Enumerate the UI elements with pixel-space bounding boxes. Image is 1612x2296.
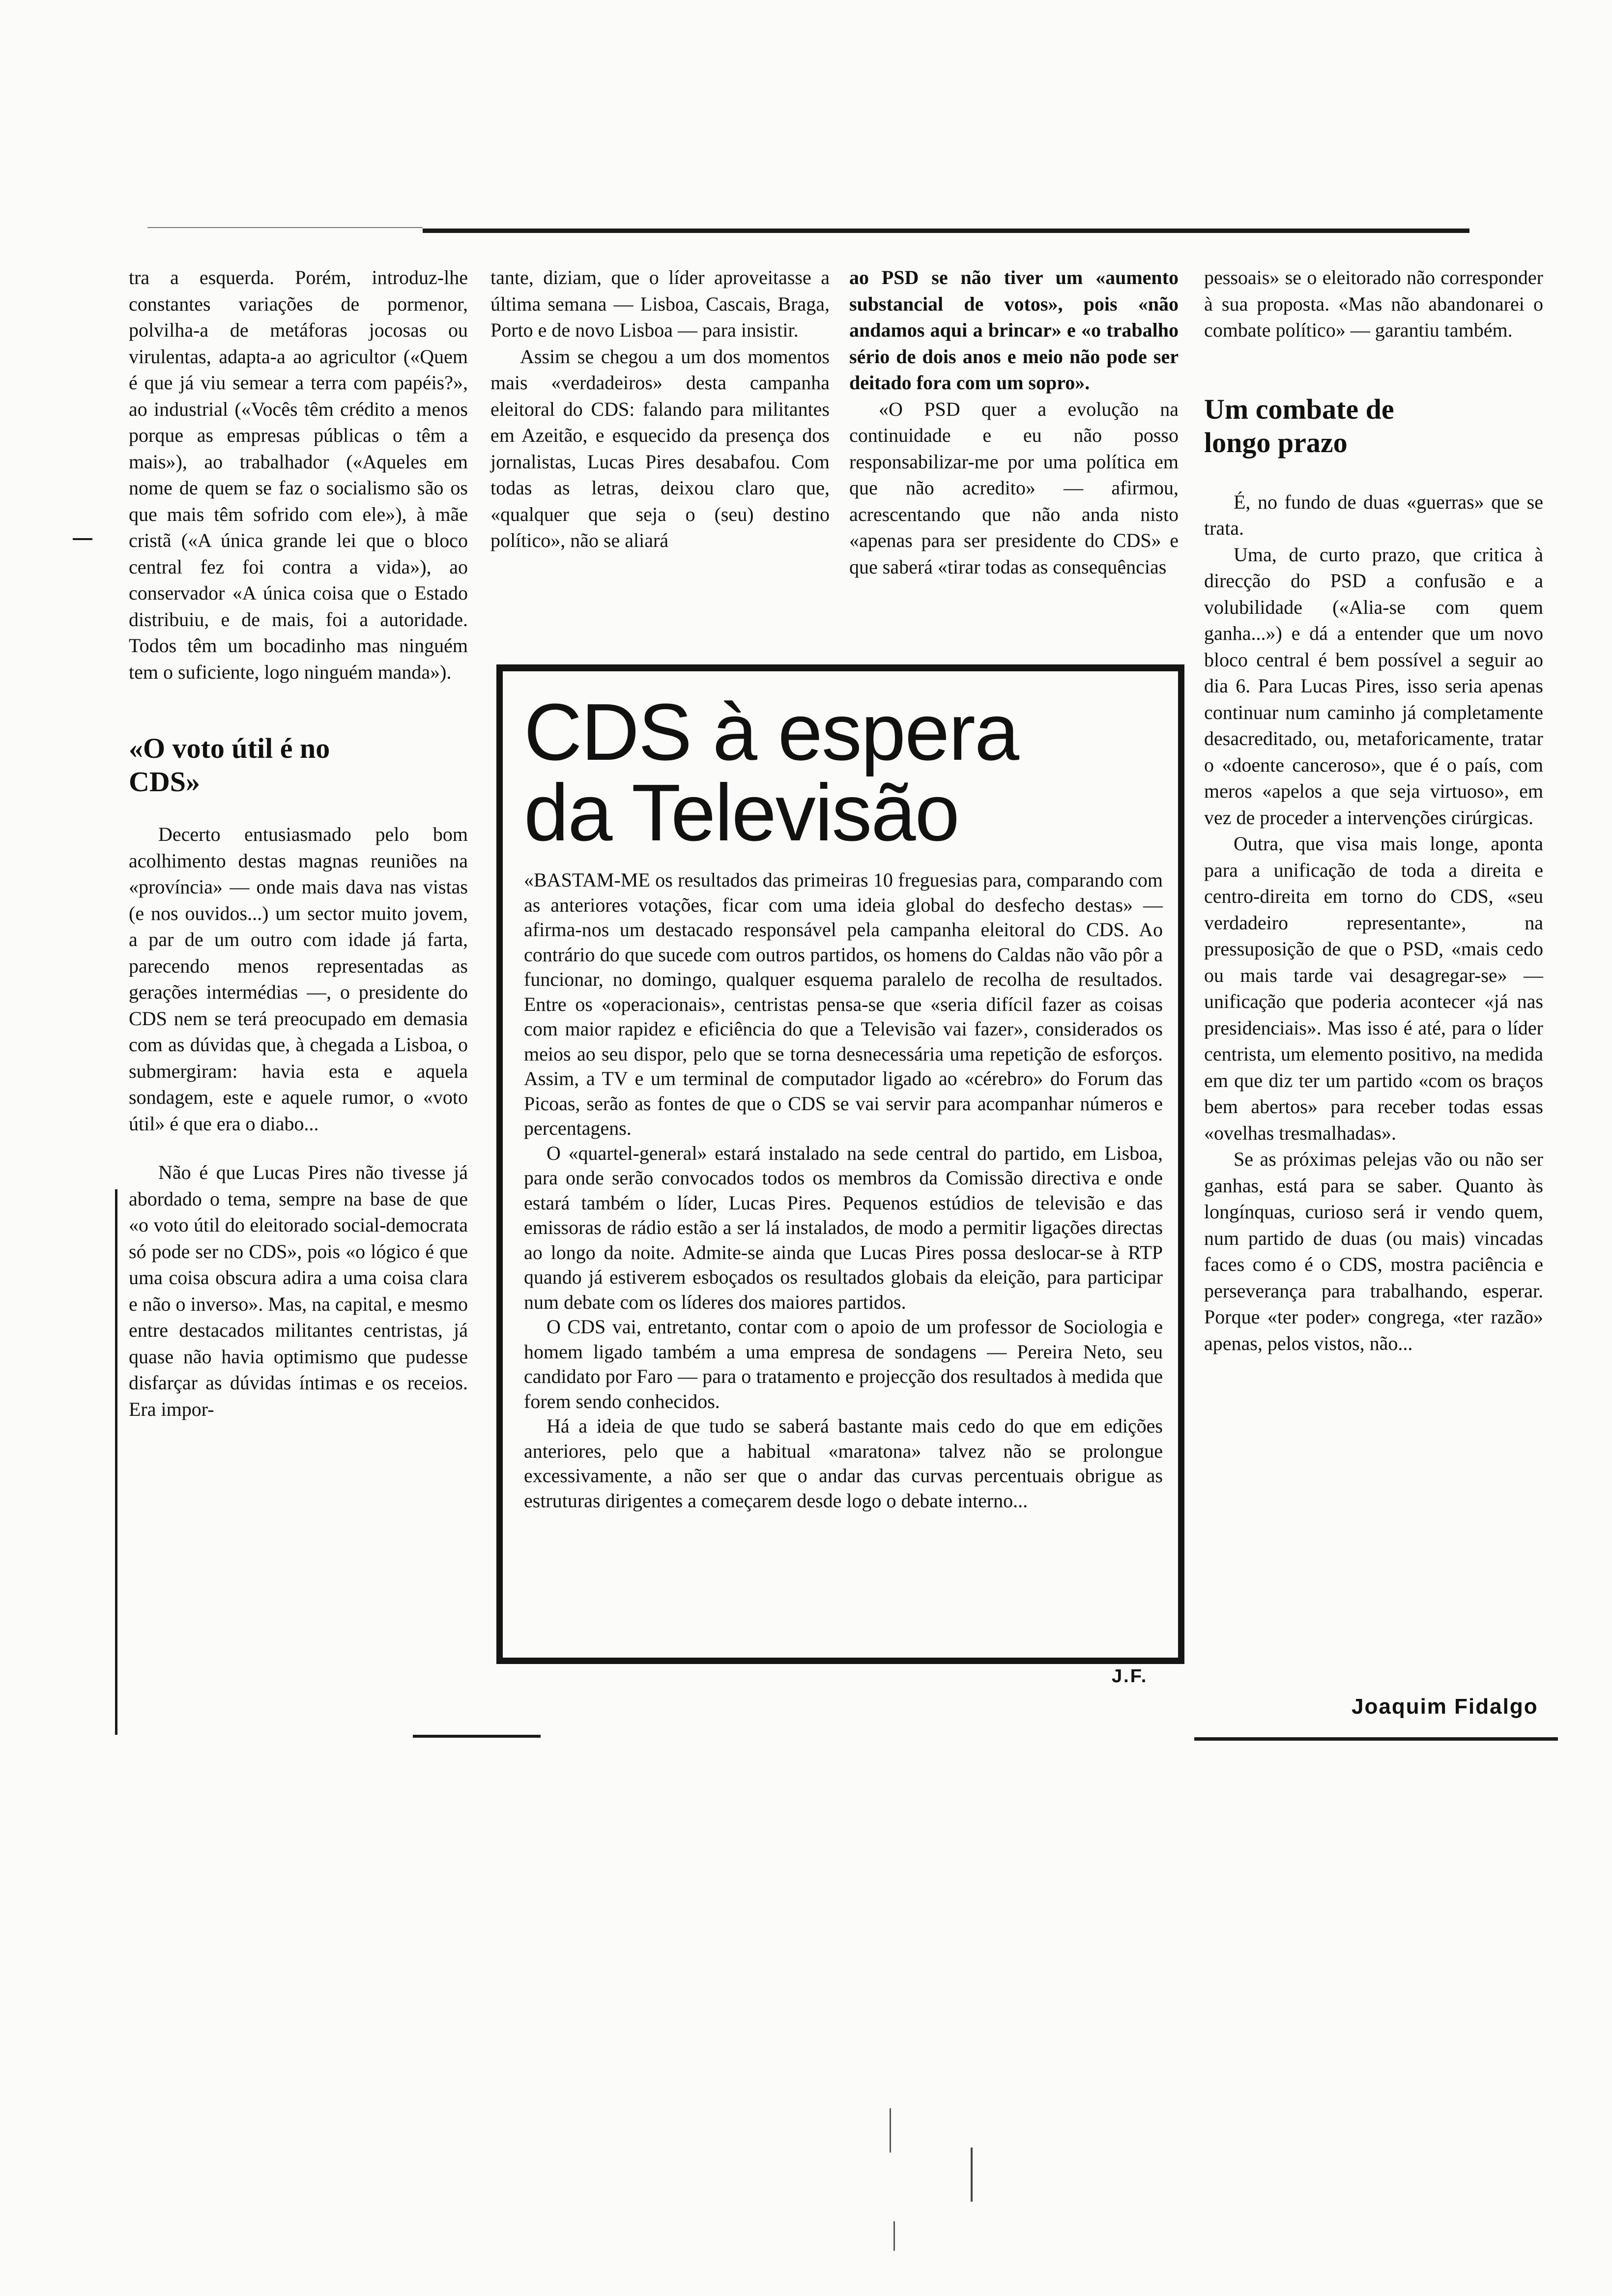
scan-mark-bottom-2 — [971, 2148, 973, 2202]
col3-paragraph-1: ao PSD se não tiver um «aumento substancial de votos», pois «não andamos aqui a brincar» e «o trabalho sério de dois anos e meio não pode ser deitado fora com um sopro». — [849, 266, 1179, 394]
left-margin-stroke — [115, 1189, 117, 1735]
box-initials: J.F. — [1112, 1666, 1148, 1687]
box-paragraph-3: O CDS vai, entretanto, contar com o apoio de um professor de Sociologia e homem ligado também a uma empresa de sondagens — Pereira Neto, seu candidato por Faro — para o tratamento e projecção dos resultados à medida que forem sendo conhecidos. — [524, 1316, 1163, 1412]
box-title — [524, 687, 1019, 858]
column-4 — [1204, 264, 1543, 1356]
box-title-line-1: CDS à espera — [524, 687, 1019, 777]
col2-paragraph-1: tante, diziam, que o líder aproveitasse a última semana — Lisboa, Cascais, Braga, Porto e de novo Lisboa — para insistir. — [490, 266, 830, 341]
box-paragraph-4: Há a ideia de que tudo se saberá bastante mais cedo do que em edições anteriores, pelo que a habitual «maratona» talvez não se prolongue excessivamente, a não ser que o andar das curvas percentuais obrigue as estruturas dirigentes a começarem desde logo o debate interno... — [524, 1415, 1163, 1512]
box-paragraph-1: «BASTAM-ME os resultados das primeiras 10 freguesias para, comparando com as anteriores votações, ficar com uma ideia global do desfecho destas» — afirma-nos um destacado responsável pela campanha eleitoral do CDS. Ao contrário do que sucede com outros partidos, os homens do Caldas não vão pôr a funcionar, no domingo, qualquer esquema paralelo de recolha de resultados. Entre os «operacionais», centristas pensa-se que «seria difícil fazer as coisas com maior rapidez e eficiência do que a Televisão vai fazer», considerados os meios ao seu dispor, pelo que se torna desnecessária uma repetição de esforços. Assim, a TV e um terminal de computador ligado ao «cérebro» do Forum das Picoas, serão as fontes de que o CDS se vai servir para acompanhar números e percentagens. — [524, 869, 1163, 1139]
col4-paragraph-4: Outra, que visa mais longe, aponta para a unificação de toda a direita e centro-direita em torno do CDS, «seu verdadeiro representante», na pressuposição de que o PSD, «mais cedo ou mais tarde vai desagregar-se» — unificação que poderia acontecer «já nas presidenciais». Mas isso é até, para o líder centrista, um elemento positivo, na medida em que diz ter um partido «com os braços bem abertos» para receber todas essas «ovelhas tresmalhadas». — [1204, 832, 1543, 1144]
subhead-combate: Um combate de longo prazo — [1204, 393, 1394, 459]
column-2 — [490, 264, 830, 554]
col4-paragraph-1: pessoais» se o eleitorado não corresponder à sua proposta. «Mas não abandonarei o combate político» — garantiu também. — [1204, 266, 1543, 341]
scan-mark-bottom-3 — [893, 2221, 895, 2251]
top-rule-thin — [147, 227, 423, 228]
top-rule — [423, 229, 1469, 233]
subhead-voto-util: «O voto útil é no CDS» — [129, 732, 330, 798]
author-signature: Joaquim Fidalgo — [1352, 1694, 1538, 1719]
col4-paragraph-2: É, no fundo de duas «guerras» que se trata. — [1204, 490, 1543, 539]
col1-paragraph-2: Decerto entusiasmado pelo bom acolhimento destas magnas reuniões na «província» — onde mais dava nas vistas (e nos ouvidos...) um sector muito jovem, a par de um outro com idade já farta, parecendo menos representadas as gerações intermédias —, o presidente do CDS nem se terá preocupado em demasia com as dúvidas que, à chegada a Lisboa, o submergiram: havia esta e aquela sondagem, este e aquele rumor, o «voto útil» é que era o diabo... — [129, 823, 468, 1135]
col4-paragraph-5: Se as próximas pelejas vão ou não ser ganhas, está para se saber. Quanto às longínquas, curioso será ir vendo quem, num partido de duas (ou mais) vincadas faces como é o CDS, mostra paciência e perseverança para trabalhando, esperar. Porque «ter poder» congrega, «ter razão» apenas, pelos vistos, não... — [1204, 1148, 1543, 1354]
column-3 — [849, 264, 1179, 580]
col2-paragraph-2: Assim se chegou a um dos momentos mais «verdadeiros» desta campanha eleitoral do CDS: falando para militantes em Azeitão, e esquecido da presença dos jornalistas, Lucas Pires desabafou. Com todas as letras, deixou claro que, «qualquer que seja o (seu) destino político», não se aliará — [490, 345, 830, 551]
scan-mark-bottom-1 — [890, 2108, 891, 2152]
box-title-line-2: da Televisão — [524, 768, 959, 858]
col1-paragraph-3: Não é que Lucas Pires não tivesse já abordado o tema, sempre na base de que «o voto útil do eleitorado social-democrata só pode ser no CDS», pois «o lógico é que uma coisa obscura adira a uma coisa clara e não o inverso». Mas, na capital, e mesmo entre destacados militantes centristas, já quase não havia optimismo que pudesse disfarçar as dúvidas íntimas e os receios. Era impor- — [129, 1161, 468, 1420]
scan-mark-left — [73, 538, 92, 540]
column-1 — [129, 264, 468, 1422]
bottom-rule-left — [413, 1735, 541, 1738]
box-body — [524, 868, 1163, 1513]
bottom-rule-right — [1194, 1737, 1558, 1741]
box-paragraph-2: O «quartel-general» estará instalado na sede central do partido, em Lisboa, para onde serão convocados todos os membros da Comissão directiva e onde estará também o líder, Lucas Pires. Pequenos estúdios de televisão e das emissoras de rádio estão a ser lá instalados, de modo a permitir ligações directas ao longo da noite. Admite-se ainda que Lucas Pires possa deslocar-se à RTP quando já estiverem esboçados os resultados globais da eleição, para participar num debate com os líderes dos maiores partidos. — [524, 1142, 1163, 1313]
col4-paragraph-3: Uma, de curto prazo, que critica à direcção do PSD a confusão e a volubilidade («Alia-se com quem ganha...») e dá a entender que um novo bloco central é bem possível a seguir ao dia 6. Para Lucas Pires, isso seria apenas continuar num caminho já completamente desacreditado, ou, metaforicamente, tratar o «doente canceroso», que é o país, com meros «apelos a que seja virtuoso», em vez de proceder a intervenções cirúrgicas. — [1204, 543, 1543, 829]
col3-paragraph-2: «O PSD quer a evolução na continuidade e eu não posso responsabilizar-me por uma política em que não acredito» — afirmou, acrescentando que não anda nisto «apenas para ser presidente do CDS» e que saberá «tirar todas as consequências — [849, 398, 1179, 578]
col1-paragraph-1: tra a esquerda. Porém, introduz-lhe constantes variações de pormenor, polvilha-a de metáforas jocosas ou virulentas, adapta-a ao agricultor («Quem é que já viu semear a terra com papéis?», ao industrial («Vocês têm crédito a menos porque as empresas públicas o têm a mais»), ao trabalhador («Aqueles em nome de quem se faz o socialismo são os que mais têm sofrido com ele»), à mãe cristã («A única grande lei que o bloco central fez foi contra a vida»), ao conservador «A única coisa que o Estado distribuiu, e de mais, foi a autoridade. Todos têm um bocadinho mas ninguém tem o suficiente, logo ninguém manda»). — [129, 266, 468, 683]
